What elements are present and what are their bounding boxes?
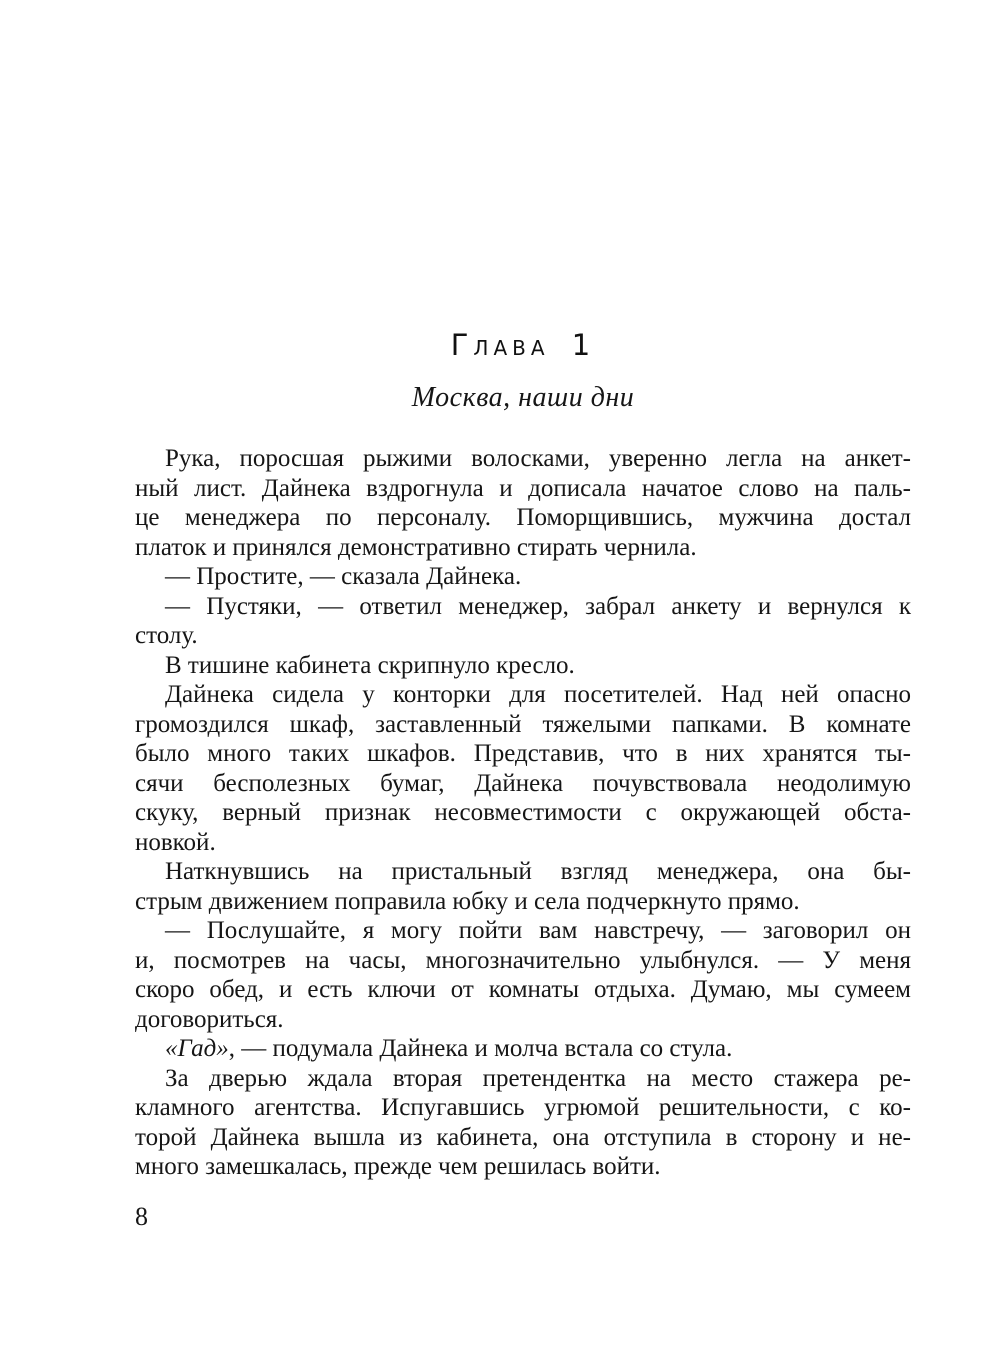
text-segment: платок и принялся демонстративно стирать чернила. xyxy=(135,533,697,561)
text-segment: договориться. xyxy=(135,1005,284,1033)
page-number: 8 xyxy=(135,1201,148,1231)
text-line xyxy=(135,798,911,828)
text-line xyxy=(135,533,911,563)
text-line xyxy=(135,592,911,622)
text-segment: столу. xyxy=(135,622,198,649)
paragraph xyxy=(135,680,911,857)
text-segment: скоро обед, и есть ключи от комнаты отдыха. Думаю, мы сумеем xyxy=(135,976,911,1003)
text-segment: ный лист. Дайнека вздрогнула и дописала начатое слово на паль- xyxy=(135,474,911,502)
text-segment: громоздился шкаф, заставленный тяжелыми папками. В комнате xyxy=(135,710,911,738)
text-segment: кламного агентства. Испугавшись угрюмой решительности, с ко- xyxy=(135,1094,911,1121)
text-line xyxy=(135,621,911,651)
text-segment: стрым движением поправила юбку и села подчеркнуто прямо. xyxy=(135,887,800,915)
paragraph xyxy=(135,444,911,562)
text-segment: це менеджера по персоналу. Поморщившись, мужчина достал xyxy=(135,504,911,531)
text-line xyxy=(135,444,911,474)
text-segment: скуку, верный признак несовместимости с окружающей обста- xyxy=(135,799,911,826)
text-line xyxy=(135,857,911,887)
text-line xyxy=(135,916,911,946)
paragraph xyxy=(135,1034,911,1064)
body-text xyxy=(135,444,911,1182)
text-segment: сячи бесполезных бумаг, Дайнека почувствовала неодолимую xyxy=(135,769,911,797)
text-line xyxy=(135,769,911,799)
paragraph xyxy=(135,562,911,592)
text-line xyxy=(135,828,911,858)
text-segment: , — подумала Дайнека и молча встала со стула. xyxy=(228,1035,733,1062)
text-segment: было много таких шкафов. Представив, что в них хранятся ты- xyxy=(135,740,911,767)
text-line xyxy=(135,651,911,681)
chapter-subtitle: Москва, наши дни xyxy=(411,382,635,413)
paragraph xyxy=(135,857,911,916)
text-line xyxy=(135,1034,911,1064)
paragraph xyxy=(135,916,911,1034)
text-line xyxy=(135,975,911,1005)
text-segment: — Простите, — сказала Дайнека. xyxy=(165,563,522,590)
text-line xyxy=(135,739,911,769)
text-line xyxy=(135,1123,911,1153)
text-line xyxy=(135,946,911,976)
text-segment: За дверью ждала вторая претендентка на место стажера ре- xyxy=(165,1064,911,1092)
text-line xyxy=(135,1152,911,1182)
text-segment: В тишине кабинета скрипнуло кресло. xyxy=(165,651,575,679)
text-line xyxy=(135,562,911,592)
text-line xyxy=(135,680,911,710)
text-segment: Наткнувшись на пристальный взгляд менеджера, она бы- xyxy=(165,858,911,885)
text-segment: — Пустяки, — ответил менеджер, забрал анкету и вернулся к xyxy=(165,592,911,620)
italic-text-segment: «Гад» xyxy=(165,1035,229,1062)
text-segment: много замешкалась, прежде чем решилась войти. xyxy=(135,1153,661,1180)
text-line xyxy=(135,1064,911,1094)
text-line xyxy=(135,887,911,917)
text-line xyxy=(135,710,911,740)
chapter-title: Глава 1 xyxy=(450,328,596,362)
text-line xyxy=(135,503,911,533)
paragraph xyxy=(135,1064,911,1182)
text-segment: новкой. xyxy=(135,828,216,856)
text-segment: — Послушайте, я могу пойти вам навстречу, — заговорил он xyxy=(165,917,911,944)
text-segment: Рука, поросшая рыжими волосками, уверенно легла на анкет- xyxy=(165,445,911,472)
text-segment: Дайнека сидела у конторки для посетителей. Над ней опасно xyxy=(165,681,911,708)
text-column xyxy=(135,328,911,1231)
text-line xyxy=(135,1093,911,1123)
text-segment: и, посмотрев на часы, многозначительно улыбнулся. — У меня xyxy=(135,946,911,974)
paragraph xyxy=(135,651,911,681)
text-line xyxy=(135,474,911,504)
text-segment: торой Дайнека вышла из кабинета, она отступила в сторону и не- xyxy=(135,1123,911,1151)
paragraph xyxy=(135,592,911,651)
text-line xyxy=(135,1005,911,1035)
